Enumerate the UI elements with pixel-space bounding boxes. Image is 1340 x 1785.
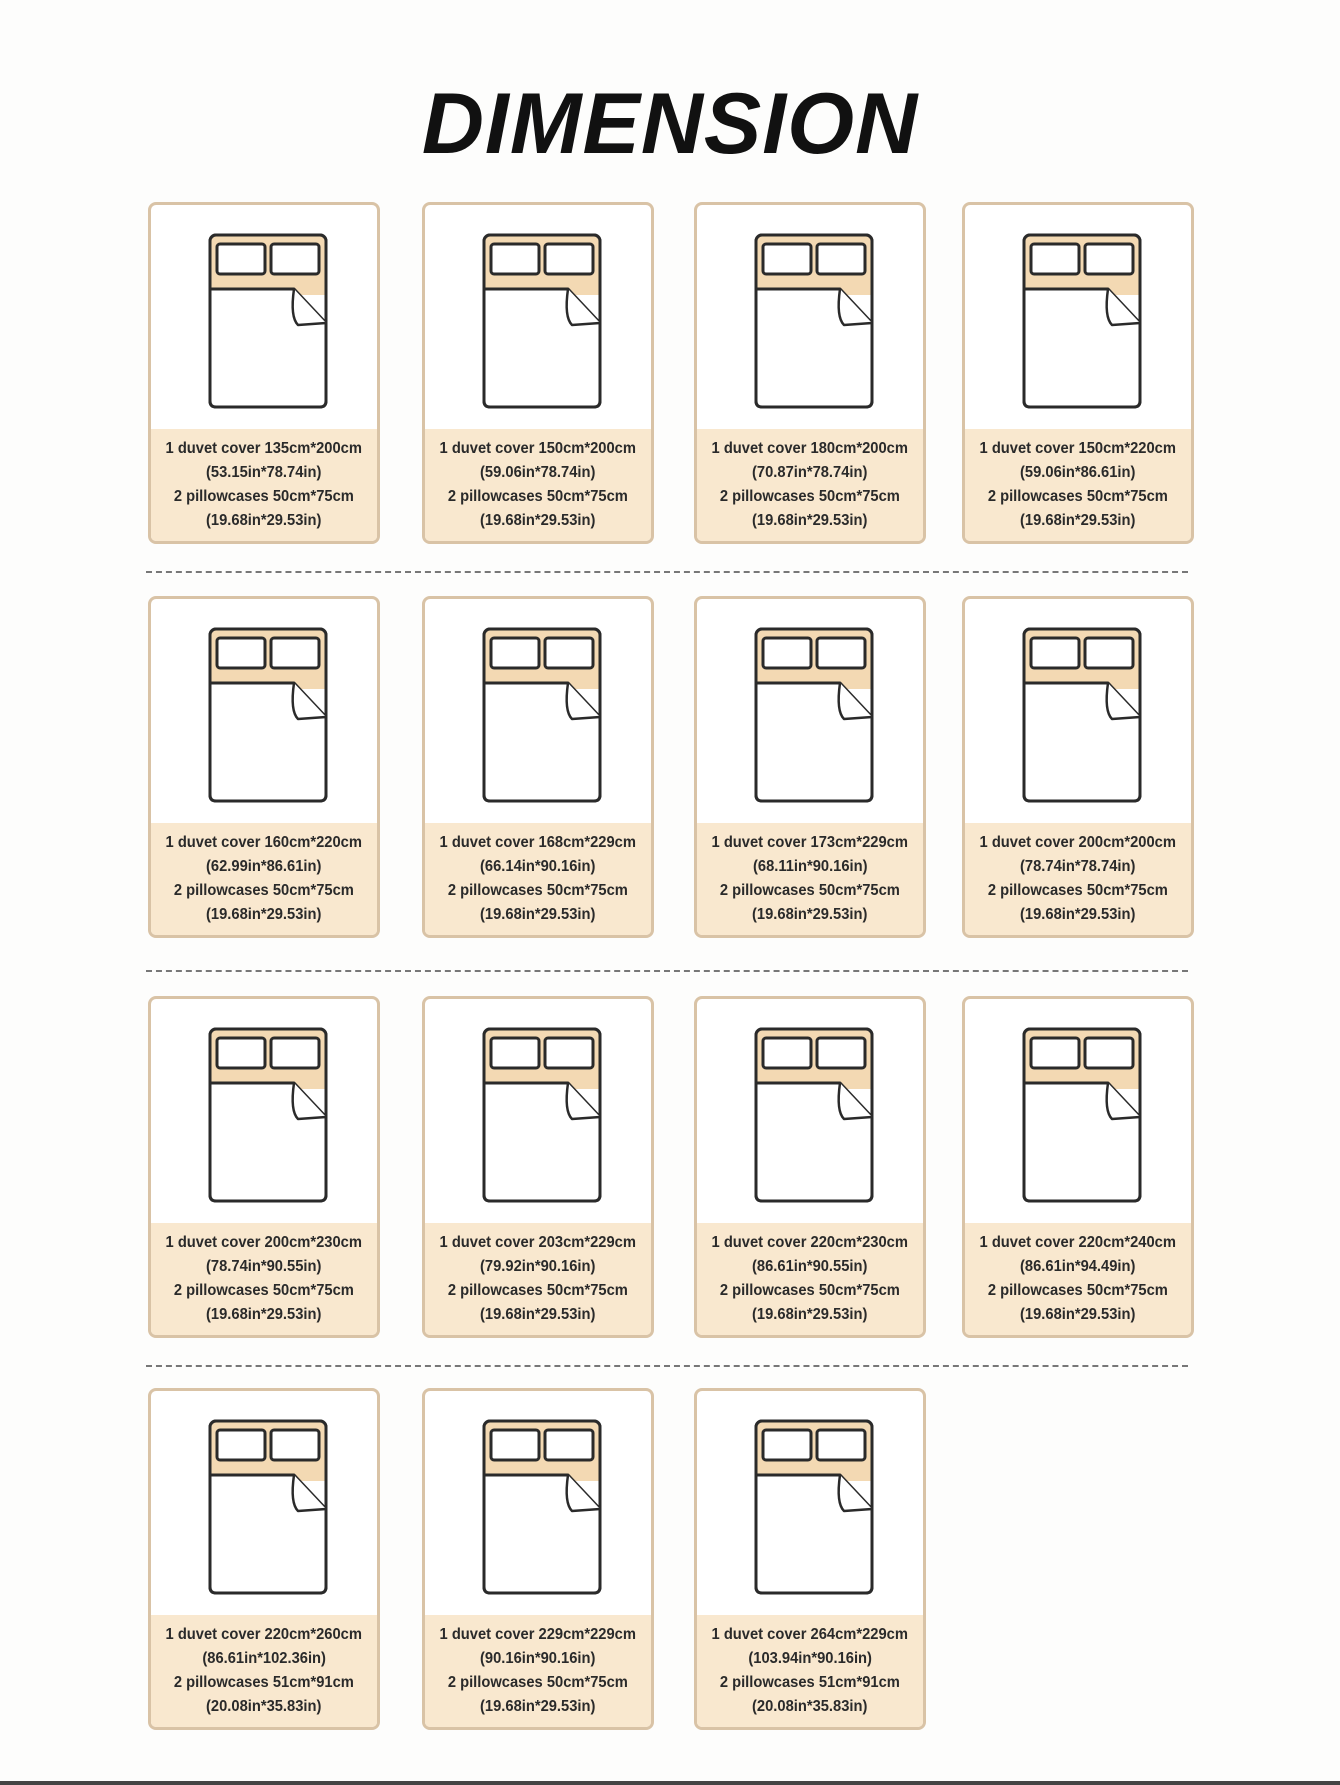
page-title: DIMENSION — [421, 76, 919, 172]
pillowcase-size-inches: (19.68in*29.53in) — [1020, 906, 1136, 923]
size-caption — [965, 1223, 1191, 1335]
pillowcase-size-inches: (19.68in*29.53in) — [480, 1698, 596, 1715]
bed-icon — [1022, 233, 1142, 409]
pillowcase-size: 2 pillowcases 50cm*75cm — [719, 488, 901, 505]
pillowcase-size: 2 pillowcases 50cm*75cm — [447, 1282, 629, 1299]
size-caption — [697, 1223, 923, 1335]
duvet-size-inches: (79.92in*90.16in) — [480, 1258, 596, 1275]
row-divider — [146, 970, 1188, 972]
pillowcase-size-inches: (19.68in*29.53in) — [206, 906, 322, 923]
pillowcase-size: 2 pillowcases 51cm*91cm — [719, 1674, 901, 1691]
size-caption — [965, 823, 1191, 935]
size-caption — [151, 1615, 377, 1727]
size-card-7 — [694, 596, 926, 938]
duvet-size: 1 duvet cover 160cm*220cm — [165, 834, 363, 851]
size-card-3 — [694, 202, 926, 544]
pillowcase-size: 2 pillowcases 50cm*75cm — [987, 488, 1169, 505]
bed-icon — [1022, 1027, 1142, 1203]
size-caption — [697, 1615, 923, 1727]
bed-icon — [208, 233, 328, 409]
pillowcase-size: 2 pillowcases 50cm*75cm — [719, 882, 901, 899]
pillowcase-size: 2 pillowcases 50cm*75cm — [987, 882, 1169, 899]
size-caption — [151, 823, 377, 935]
pillowcase-size: 2 pillowcases 51cm*91cm — [173, 1674, 355, 1691]
bed-icon — [754, 1027, 874, 1203]
duvet-size-inches: (103.94in*90.16in) — [748, 1650, 872, 1667]
duvet-size-inches: (70.87in*78.74in) — [752, 464, 868, 481]
pillowcase-size-inches: (19.68in*29.53in) — [1020, 1306, 1136, 1323]
bed-icon — [754, 1419, 874, 1595]
size-caption — [697, 823, 923, 935]
bed-icon — [208, 1419, 328, 1595]
duvet-size-inches: (53.15in*78.74in) — [206, 464, 322, 481]
pillowcase-size-inches: (19.68in*29.53in) — [480, 906, 596, 923]
pillowcase-size-inches: (20.08in*35.83in) — [206, 1698, 322, 1715]
bed-icon — [482, 1027, 602, 1203]
size-card-4 — [962, 202, 1194, 544]
size-caption — [425, 1615, 651, 1727]
duvet-size: 1 duvet cover 200cm*200cm — [979, 834, 1177, 851]
duvet-size: 1 duvet cover 220cm*230cm — [711, 1234, 909, 1251]
duvet-size: 1 duvet cover 150cm*220cm — [979, 440, 1177, 457]
size-card-8 — [962, 596, 1194, 938]
duvet-size: 1 duvet cover 229cm*229cm — [439, 1626, 637, 1643]
size-card-1 — [148, 202, 380, 544]
duvet-size: 1 duvet cover 220cm*240cm — [979, 1234, 1177, 1251]
size-caption — [425, 429, 651, 541]
duvet-size: 1 duvet cover 150cm*200cm — [439, 440, 637, 457]
pillowcase-size: 2 pillowcases 50cm*75cm — [987, 1282, 1169, 1299]
row-divider — [146, 1365, 1188, 1367]
bed-icon — [208, 1027, 328, 1203]
size-card-13 — [148, 1388, 380, 1730]
size-card-6 — [422, 596, 654, 938]
duvet-size-inches: (66.14in*90.16in) — [480, 858, 596, 875]
duvet-size: 1 duvet cover 168cm*229cm — [439, 834, 637, 851]
duvet-size: 1 duvet cover 200cm*230cm — [165, 1234, 363, 1251]
duvet-size: 1 duvet cover 180cm*200cm — [711, 440, 909, 457]
size-card-9 — [148, 996, 380, 1338]
duvet-size-inches: (68.11in*90.16in) — [752, 858, 868, 875]
pillowcase-size-inches: (19.68in*29.53in) — [1020, 512, 1136, 529]
pillowcase-size: 2 pillowcases 50cm*75cm — [719, 1282, 901, 1299]
bed-icon — [1022, 627, 1142, 803]
size-card-14 — [422, 1388, 654, 1730]
size-caption — [151, 429, 377, 541]
bottom-border — [0, 1781, 1340, 1785]
pillowcase-size-inches: (19.68in*29.53in) — [752, 512, 868, 529]
size-card-10 — [422, 996, 654, 1338]
duvet-size: 1 duvet cover 203cm*229cm — [439, 1234, 637, 1251]
duvet-size-inches: (86.61in*94.49in) — [1020, 1258, 1136, 1275]
duvet-size-inches: (86.61in*90.55in) — [752, 1258, 868, 1275]
size-caption — [425, 1223, 651, 1335]
duvet-size-inches: (78.74in*90.55in) — [206, 1258, 322, 1275]
duvet-size-inches: (90.16in*90.16in) — [480, 1650, 596, 1667]
pillowcase-size-inches: (20.08in*35.83in) — [752, 1698, 868, 1715]
pillowcase-size-inches: (19.68in*29.53in) — [206, 512, 322, 529]
bed-icon — [208, 627, 328, 803]
pillowcase-size-inches: (19.68in*29.53in) — [752, 1306, 868, 1323]
size-caption — [425, 823, 651, 935]
duvet-size-inches: (62.99in*86.61in) — [206, 858, 322, 875]
duvet-size-inches: (86.61in*102.36in) — [202, 1650, 326, 1667]
pillowcase-size: 2 pillowcases 50cm*75cm — [447, 488, 629, 505]
duvet-size-inches: (59.06in*78.74in) — [480, 464, 596, 481]
pillowcase-size: 2 pillowcases 50cm*75cm — [447, 1674, 629, 1691]
bed-icon — [754, 233, 874, 409]
duvet-size-inches: (78.74in*78.74in) — [1020, 858, 1136, 875]
pillowcase-size-inches: (19.68in*29.53in) — [752, 906, 868, 923]
size-caption — [151, 1223, 377, 1335]
pillowcase-size: 2 pillowcases 50cm*75cm — [173, 488, 355, 505]
pillowcase-size: 2 pillowcases 50cm*75cm — [173, 1282, 355, 1299]
duvet-size: 1 duvet cover 173cm*229cm — [711, 834, 909, 851]
size-card-11 — [694, 996, 926, 1338]
duvet-size: 1 duvet cover 264cm*229cm — [711, 1626, 909, 1643]
pillowcase-size-inches: (19.68in*29.53in) — [206, 1306, 322, 1323]
pillowcase-size-inches: (19.68in*29.53in) — [480, 512, 596, 529]
bed-icon — [482, 233, 602, 409]
pillowcase-size: 2 pillowcases 50cm*75cm — [447, 882, 629, 899]
row-divider — [146, 571, 1188, 573]
bed-icon — [482, 627, 602, 803]
pillowcase-size-inches: (19.68in*29.53in) — [480, 1306, 596, 1323]
size-card-2 — [422, 202, 654, 544]
size-card-12 — [962, 996, 1194, 1338]
bed-icon — [482, 1419, 602, 1595]
duvet-size-inches: (59.06in*86.61in) — [1020, 464, 1136, 481]
bed-icon — [754, 627, 874, 803]
size-caption — [965, 429, 1191, 541]
duvet-size: 1 duvet cover 220cm*260cm — [165, 1626, 363, 1643]
size-card-5 — [148, 596, 380, 938]
duvet-size: 1 duvet cover 135cm*200cm — [165, 440, 363, 457]
size-caption — [697, 429, 923, 541]
pillowcase-size: 2 pillowcases 50cm*75cm — [173, 882, 355, 899]
size-card-15 — [694, 1388, 926, 1730]
